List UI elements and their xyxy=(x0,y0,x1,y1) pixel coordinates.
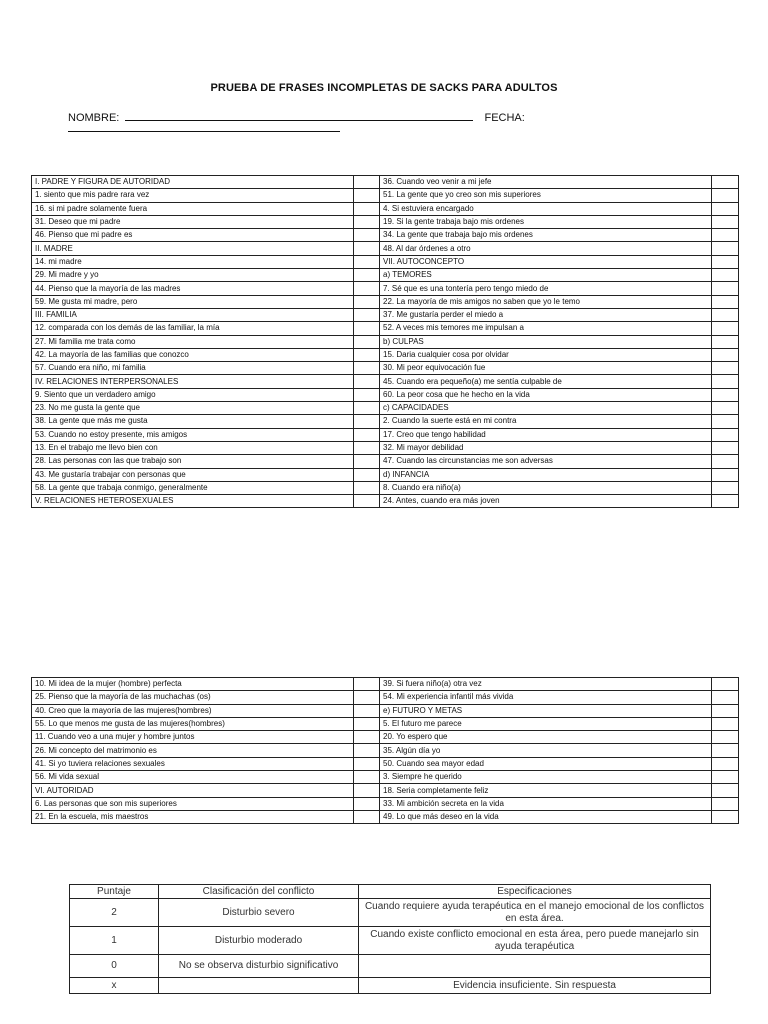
answer-cell-right[interactable] xyxy=(712,757,739,770)
sentence-stem-left: 1. siento que mis padre rara vez xyxy=(32,189,354,202)
answer-cell-left[interactable] xyxy=(354,322,380,335)
sentence-row xyxy=(32,797,739,810)
answer-cell-right[interactable] xyxy=(712,388,739,401)
answer-cell-left[interactable] xyxy=(354,810,380,823)
sentence-row xyxy=(32,295,739,308)
score-spec xyxy=(359,955,711,978)
answer-cell-right[interactable] xyxy=(712,348,739,361)
sentence-stem-left: IV. RELACIONES INTERPERSONALES xyxy=(32,375,354,388)
answer-cell-right[interactable] xyxy=(712,229,739,242)
sentence-stem-right: 48. Al dar órdenes a otro xyxy=(380,242,712,255)
answer-cell-left[interactable] xyxy=(354,731,380,744)
sentence-stem-left: 26. Mi concepto del matrimonio es xyxy=(32,744,354,757)
answer-cell-left[interactable] xyxy=(354,481,380,494)
sentence-row xyxy=(32,322,739,335)
score-value: 2 xyxy=(70,899,159,927)
score-spec: Cuando existe conflicto emocional en esta área, pero puede manejarlo sin ayuda terapéutica xyxy=(359,927,711,955)
sentence-row xyxy=(32,678,739,691)
sentence-stem-right: 5. El futuro me parece xyxy=(380,717,712,730)
sentence-stem-left: 40. Creo que la mayoría de las mujeres(hombres) xyxy=(32,704,354,717)
sentence-row xyxy=(32,757,739,770)
sentence-stem-left: 25. Pienso que la mayoría de las muchachas (os) xyxy=(32,691,354,704)
answer-cell-right[interactable] xyxy=(712,269,739,282)
answer-cell-left[interactable] xyxy=(354,455,380,468)
sentence-row xyxy=(32,402,739,415)
sentence-row xyxy=(32,428,739,441)
sentence-stem-right: 37. Me gustaría perder el miedo a xyxy=(380,308,712,321)
sentence-row xyxy=(32,691,739,704)
sentence-stem-right: 45. Cuando era pequeño(a) me sentía culpable de xyxy=(380,375,712,388)
sentence-row xyxy=(32,189,739,202)
answer-cell-right[interactable] xyxy=(712,784,739,797)
sentence-row xyxy=(32,242,739,255)
sentence-stem-right: 22. La mayoría de mis amigos no saben que yo le temo xyxy=(380,295,712,308)
sentence-row xyxy=(32,388,739,401)
answer-cell-right[interactable] xyxy=(712,731,739,744)
answer-cell-left[interactable] xyxy=(354,375,380,388)
sentence-row xyxy=(32,441,739,454)
score-spec: Cuando requiere ayuda terapéutica en el manejo emocional de los conflictos en esta área. xyxy=(359,899,711,927)
scoring-header-row xyxy=(70,885,711,899)
answer-cell-left[interactable] xyxy=(354,428,380,441)
sentence-stem-left: 58. La gente que trabaja conmigo, generalmente xyxy=(32,481,354,494)
scoring-row xyxy=(70,927,711,955)
answer-cell-left[interactable] xyxy=(354,717,380,730)
sentence-stem-right: 30. Mi peor equivocación fue xyxy=(380,362,712,375)
answer-cell-left[interactable] xyxy=(354,784,380,797)
sentence-row xyxy=(32,375,739,388)
sentence-stem-left: 10. Mi idea de la mujer (hombre) perfecta xyxy=(32,678,354,691)
sentence-row xyxy=(32,269,739,282)
sentence-stem-left: II. MADRE xyxy=(32,242,354,255)
score-value: x xyxy=(70,978,159,994)
answer-cell-right[interactable] xyxy=(712,717,739,730)
sentence-stem-right: 8. Cuando era niño(a) xyxy=(380,481,712,494)
sentence-stem-left: 28. Las personas con las que trabajo son xyxy=(32,455,354,468)
sentence-row xyxy=(32,704,739,717)
sentence-stem-right: 7. Sé que es una tontería pero tengo miedo de xyxy=(380,282,712,295)
answer-cell-left[interactable] xyxy=(354,269,380,282)
header-puntaje: Puntaje xyxy=(70,885,159,899)
answer-cell-left[interactable] xyxy=(354,415,380,428)
sentence-stem-left: 42. La mayoría de las familias que conozco xyxy=(32,348,354,361)
answer-cell-right[interactable] xyxy=(712,362,739,375)
header-clasificacion: Clasificación del conflicto xyxy=(159,885,359,899)
sentence-stem-left: 13. En el trabajo me llevo bien con xyxy=(32,441,354,454)
sentence-stem-left: 59. Me gusta mi madre, pero xyxy=(32,295,354,308)
score-classification: Disturbio severo xyxy=(159,899,359,927)
answer-cell-right[interactable] xyxy=(712,797,739,810)
sentence-stem-left: I. PADRE Y FIGURA DE AUTORIDAD xyxy=(32,176,354,189)
score-value: 0 xyxy=(70,955,159,978)
sentence-stem-right: 17. Creo que tengo habilidad xyxy=(380,428,712,441)
sentence-row xyxy=(32,784,739,797)
sentence-stem-right: d) INFANCIA xyxy=(380,468,712,481)
nombre-field-continuation[interactable] xyxy=(68,131,340,132)
answer-cell-left[interactable] xyxy=(354,441,380,454)
answer-cell-left[interactable] xyxy=(354,348,380,361)
sentence-row xyxy=(32,362,739,375)
sentence-stem-right: 24. Antes, cuando era más joven xyxy=(380,495,712,508)
score-spec: Evidencia insuficiente. Sin respuesta xyxy=(359,978,711,994)
answer-cell-right[interactable] xyxy=(712,308,739,321)
sentence-row xyxy=(32,810,739,823)
sentence-stem-right: e) FUTURO Y METAS xyxy=(380,704,712,717)
sentence-stem-right: 50. Cuando sea mayor edad xyxy=(380,757,712,770)
sentence-stem-right: 3. Siempre he querido xyxy=(380,771,712,784)
sentence-stem-left: 38. La gente que más me gusta xyxy=(32,415,354,428)
sentence-stem-right: 19. Si la gente trabaja bajo mis ordenes xyxy=(380,215,712,228)
sentence-table-2 xyxy=(31,677,739,824)
answer-cell-right[interactable] xyxy=(712,678,739,691)
sentence-stem-right: 18. Seria completamente feliz xyxy=(380,784,712,797)
sentence-stem-right: 32. Mi mayor debilidad xyxy=(380,441,712,454)
answer-cell-right[interactable] xyxy=(712,322,739,335)
sentence-stem-left: 23. No me gusta la gente que xyxy=(32,402,354,415)
answer-cell-right[interactable] xyxy=(712,691,739,704)
answer-cell-right[interactable] xyxy=(712,704,739,717)
nombre-label: NOMBRE: xyxy=(68,112,120,124)
scoring-row xyxy=(70,899,711,927)
answer-cell-right[interactable] xyxy=(712,495,739,508)
scoring-row xyxy=(70,978,711,994)
sentence-stem-right: 49. Lo que más deseo en la vida xyxy=(380,810,712,823)
answer-cell-left[interactable] xyxy=(354,202,380,215)
answer-cell-right[interactable] xyxy=(712,375,739,388)
sentence-stem-left: V. RELACIONES HETEROSEXUALES xyxy=(32,495,354,508)
sentence-row xyxy=(32,771,739,784)
sentence-stem-left: 12. comparada con los demás de las familiar, la mía xyxy=(32,322,354,335)
answer-cell-right[interactable] xyxy=(712,189,739,202)
sentence-row xyxy=(32,744,739,757)
answer-cell-right[interactable] xyxy=(712,428,739,441)
answer-cell-right[interactable] xyxy=(712,468,739,481)
sentence-stem-right: a) TEMORES xyxy=(380,269,712,282)
sentence-stem-left: 53. Cuando no estoy presente, mis amigos xyxy=(32,428,354,441)
sentence-row xyxy=(32,731,739,744)
answer-cell-right[interactable] xyxy=(712,335,739,348)
nombre-field[interactable] xyxy=(125,110,473,121)
sentence-stem-right: 4. Si estuviera encargado xyxy=(380,202,712,215)
answer-cell-left[interactable] xyxy=(354,229,380,242)
answer-cell-left[interactable] xyxy=(354,242,380,255)
fecha-label: FECHA: xyxy=(484,112,525,124)
answer-cell-left[interactable] xyxy=(354,388,380,401)
sentence-stem-left: 27. Mi familia me trata como xyxy=(32,335,354,348)
sentence-row xyxy=(32,308,739,321)
sentence-stem-left: 29. Mi madre y yo xyxy=(32,269,354,282)
sentence-stem-right: b) CULPAS xyxy=(380,335,712,348)
answer-cell-right[interactable] xyxy=(712,295,739,308)
sentence-stem-right: 60. La peor cosa que he hecho en la vida xyxy=(380,388,712,401)
sentence-stem-left: III. FAMILIA xyxy=(32,308,354,321)
sentence-stem-left: 14. mi madre xyxy=(32,255,354,268)
sentence-stem-right: 52. A veces mis temores me impulsan a xyxy=(380,322,712,335)
sentence-stem-right: 51. La gente que yo creo son mis superiores xyxy=(380,189,712,202)
answer-cell-right[interactable] xyxy=(712,744,739,757)
answer-cell-left[interactable] xyxy=(354,771,380,784)
answer-cell-left[interactable] xyxy=(354,308,380,321)
sentence-row xyxy=(32,495,739,508)
sentence-stem-right: 20. Yo espero que xyxy=(380,731,712,744)
document-title: PRUEBA DE FRASES INCOMPLETAS DE SACKS PARA ADULTOS xyxy=(210,82,558,94)
sentence-stem-right: 47. Cuando las circunstancias me son adversas xyxy=(380,455,712,468)
answer-cell-right[interactable] xyxy=(712,402,739,415)
sentence-row xyxy=(32,229,739,242)
sentence-stem-right: c) CAPACIDADES xyxy=(380,402,712,415)
answer-cell-right[interactable] xyxy=(712,176,739,189)
sentence-row xyxy=(32,215,739,228)
answer-cell-left[interactable] xyxy=(354,362,380,375)
answer-cell-left[interactable] xyxy=(354,744,380,757)
sentence-row xyxy=(32,468,739,481)
sentence-stem-left: 43. Me gustaría trabajar con personas que xyxy=(32,468,354,481)
sentence-row xyxy=(32,415,739,428)
answer-cell-right[interactable] xyxy=(712,242,739,255)
sentence-stem-left: 9. Siento que un verdadero amigo xyxy=(32,388,354,401)
answer-cell-left[interactable] xyxy=(354,215,380,228)
answer-cell-left[interactable] xyxy=(354,255,380,268)
answer-cell-left[interactable] xyxy=(354,295,380,308)
scoring-row xyxy=(70,955,711,978)
sentence-stem-left: 31. Deseo que mi padre xyxy=(32,215,354,228)
header-especificaciones: Especificaciones xyxy=(359,885,711,899)
sentence-row xyxy=(32,717,739,730)
sentence-table-1 xyxy=(31,175,739,508)
answer-cell-right[interactable] xyxy=(712,441,739,454)
score-value: 1 xyxy=(70,927,159,955)
sentence-row xyxy=(32,176,739,189)
answer-cell-left[interactable] xyxy=(354,335,380,348)
answer-cell-left[interactable] xyxy=(354,691,380,704)
sentence-stem-left: 46. Pienso que mi padre es xyxy=(32,229,354,242)
answer-cell-left[interactable] xyxy=(354,176,380,189)
answer-cell-right[interactable] xyxy=(712,202,739,215)
sentence-stem-left: VI. AUTORIDAD xyxy=(32,784,354,797)
sentence-row xyxy=(32,481,739,494)
sentence-stem-left: 6. Las personas que son mis superiores xyxy=(32,797,354,810)
sentence-row xyxy=(32,202,739,215)
sentence-row xyxy=(32,335,739,348)
sentence-stem-left: 21. En la escuela, mis maestros xyxy=(32,810,354,823)
answer-cell-right[interactable] xyxy=(712,282,739,295)
answer-cell-right[interactable] xyxy=(712,415,739,428)
sentence-stem-right: VII. AUTOCONCEPTO xyxy=(380,255,712,268)
answer-cell-left[interactable] xyxy=(354,678,380,691)
answer-cell-left[interactable] xyxy=(354,704,380,717)
answer-cell-left[interactable] xyxy=(354,757,380,770)
answer-cell-left[interactable] xyxy=(354,189,380,202)
answer-cell-left[interactable] xyxy=(354,495,380,508)
sentence-stem-right: 2. Cuando la suerte está en mi contra xyxy=(380,415,712,428)
sentence-stem-right: 34. La gente que trabaja bajo mis ordenes xyxy=(380,229,712,242)
scoring-table xyxy=(69,884,711,994)
answer-cell-left[interactable] xyxy=(354,468,380,481)
answer-cell-left[interactable] xyxy=(354,797,380,810)
sentence-stem-right: 54. Mi experiencia infantil más vivida xyxy=(380,691,712,704)
sentence-stem-right: 15. Daria cualquier cosa por olvidar xyxy=(380,348,712,361)
answer-cell-right[interactable] xyxy=(712,810,739,823)
sentence-row xyxy=(32,282,739,295)
answer-cell-right[interactable] xyxy=(712,255,739,268)
score-classification: No se observa disturbio significativo xyxy=(159,955,359,978)
answer-cell-left[interactable] xyxy=(354,282,380,295)
answer-cell-right[interactable] xyxy=(712,481,739,494)
sentence-stem-left: 56. Mi vida sexual xyxy=(32,771,354,784)
sentence-row xyxy=(32,255,739,268)
sentence-stem-left: 41. Si yo tuviera relaciones sexuales xyxy=(32,757,354,770)
answer-cell-right[interactable] xyxy=(712,215,739,228)
sentence-row xyxy=(32,348,739,361)
answer-cell-right[interactable] xyxy=(712,455,739,468)
sentence-stem-left: 11. Cuando veo a una mujer y hombre juntos xyxy=(32,731,354,744)
sentence-stem-left: 57. Cuando era niño, mi familia xyxy=(32,362,354,375)
sentence-stem-left: 16. si mi padre solamente fuera xyxy=(32,202,354,215)
sentence-stem-left: 55. Lo que menos me gusta de las mujeres(hombres) xyxy=(32,717,354,730)
score-classification: Disturbio moderado xyxy=(159,927,359,955)
score-classification xyxy=(159,978,359,994)
sentence-stem-right: 35. Algún día yo xyxy=(380,744,712,757)
answer-cell-left[interactable] xyxy=(354,402,380,415)
sentence-stem-right: 36. Cuando veo venir a mi jefe xyxy=(380,176,712,189)
name-date-line xyxy=(68,110,525,124)
answer-cell-right[interactable] xyxy=(712,771,739,784)
sentence-stem-right: 39. Si fuera niño(a) otra vez xyxy=(380,678,712,691)
sentence-row xyxy=(32,455,739,468)
sentence-stem-left: 44. Pienso que la mayoría de las madres xyxy=(32,282,354,295)
sentence-stem-right: 33. Mi ambición secreta en la vida xyxy=(380,797,712,810)
